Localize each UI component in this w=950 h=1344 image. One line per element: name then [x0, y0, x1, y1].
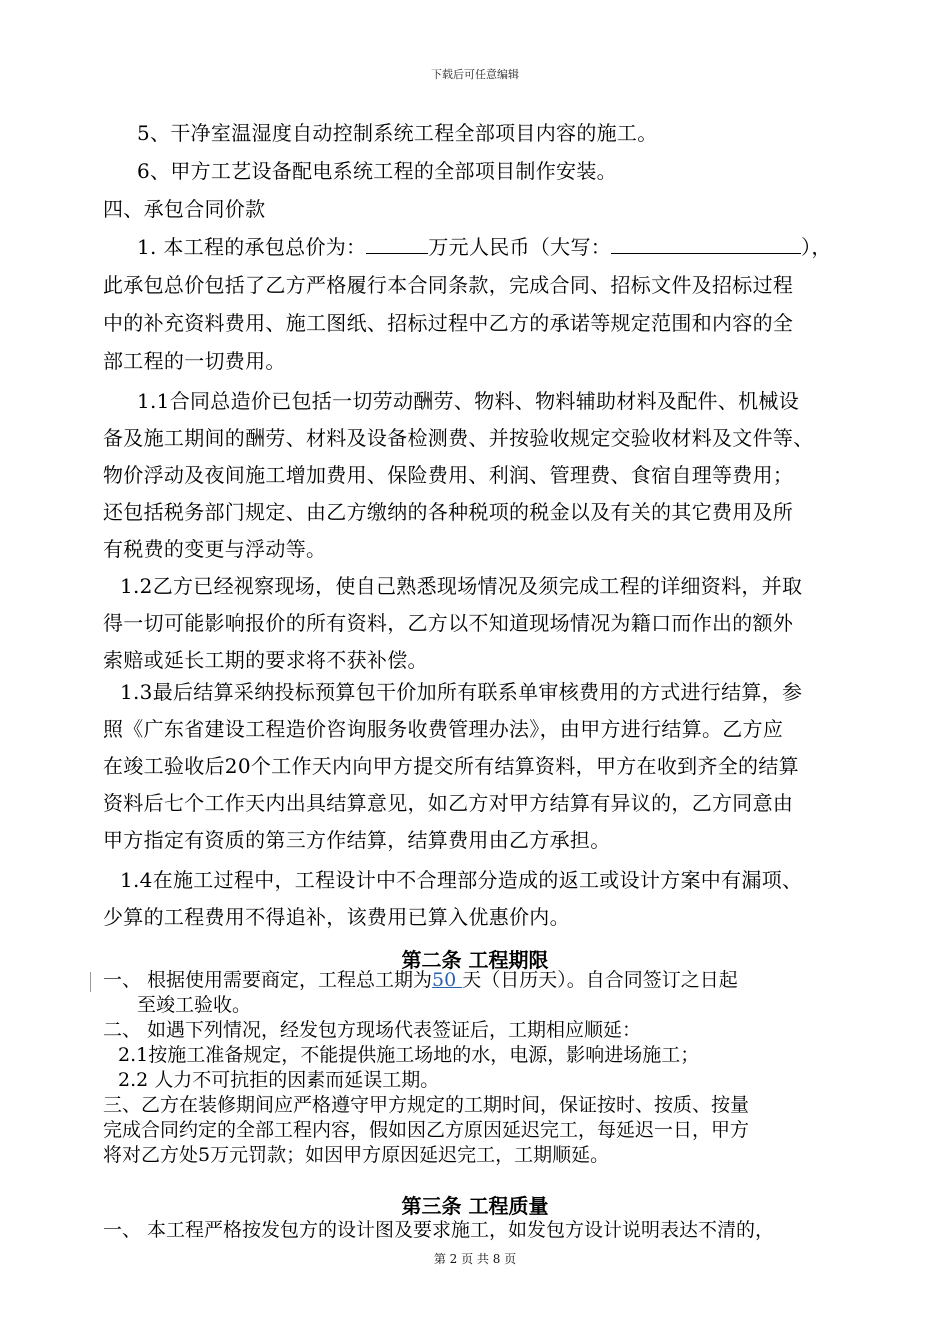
line-7: 部工程的一切费用。	[103, 349, 286, 373]
line-22: 少算的工程费用不得追补，该费用已算入优惠价内。	[103, 905, 570, 929]
article-2-item-3-line-1: 三、乙方在装修期间应严格遵守甲方规定的工期时间，保证按时、按质、按量	[103, 1094, 750, 1116]
total-price-line	[137, 229, 890, 266]
page-header: 下载后可任意编辑	[431, 68, 519, 81]
article-2-item-1-text: 一、 根据使用需要商定，工程总工期为	[103, 969, 433, 991]
revision-marker	[90, 972, 91, 992]
article-2-item-1-tail: 天（日历天）。自合同签订之日起	[462, 969, 738, 991]
total-price-label: 1. 本工程的承包总价为：	[137, 235, 367, 259]
section-heading-price: 四、承包合同价款	[103, 197, 266, 221]
line-12: 有税费的变更与浮动等。	[103, 537, 327, 561]
line-11: 还包括税务部门规定、由乙方缴纳的各种税项的税金以及有关的其它费用及所	[103, 500, 794, 524]
construction-days-value: 50	[432, 969, 463, 991]
article-2-item-2-2: 2.2 人力不可抗拒的因素而延误工期。	[118, 1069, 440, 1091]
article-2-item-1	[103, 968, 890, 993]
amount-blank	[366, 231, 428, 254]
article-3-item-1: 一、 本工程严格按发包方的设计图及要求施工，如发包方设计说明表达不清的，	[103, 1219, 775, 1241]
amount-words-blank	[611, 231, 801, 254]
line-14: 得一切可能影响报价的所有资料，乙方以不知道现场情况为籍口而作出的额外	[103, 611, 794, 635]
line-13: 1.2乙方已经视察现场，使自己熟悉现场情况及须完成工程的详细资料，并取	[120, 574, 803, 598]
line-1: 5、干净室温湿度自动控制系统工程全部项目内容的施工。	[137, 121, 658, 145]
total-price-close: ），	[801, 235, 832, 259]
article-2-title: 第二条 工程期限	[401, 948, 549, 972]
line-15: 索赔或延长工期的要求将不获补偿。	[103, 648, 428, 672]
article-2-item-2-1: 2.1按施工准备规定，不能提供施工场地的水，电源，影响进场施工；	[118, 1044, 700, 1066]
line-19: 资料后七个工作天内出具结算意见，如乙方对甲方结算有异议的，乙方同意由	[103, 791, 794, 815]
article-2-item-1-cont: 至竣工验收。	[137, 994, 252, 1016]
line-18: 在竣工验收后20个工作天内向甲方提交所有结算资料，甲方在收到齐全的结算	[103, 754, 799, 778]
line-9: 备及施工期间的酬劳、材料及设备检测费、并按验收规定交验收材料及文件等、	[103, 426, 814, 450]
line-5: 此承包总价包括了乙方严格履行本合同条款，完成合同、招标文件及招标过程	[103, 273, 794, 297]
article-2-item-2: 二、 如遇下列情况，经发包方现场代表签证后，工期相应顺延：	[103, 1019, 642, 1041]
line-8: 1.1合同总造价已包括一切劳动酬劳、物料、物料辅助材料及配件、机械设	[137, 389, 800, 413]
page-footer: 第 2 页 共 8 页	[433, 1252, 517, 1266]
line-2: 6、甲方工艺设备配电系统工程的全部项目制作安装。	[137, 159, 617, 183]
line-16: 1.3最后结算采纳投标预算包干价加所有联系单审核费用的方式进行结算，参	[120, 680, 803, 704]
article-2-item-3-line-3: 将对乙方处5万元罚款；如因甲方原因延迟完工，工期顺延。	[103, 1144, 610, 1166]
line-21: 1.4在施工过程中，工程设计中不合理部分造成的返工或设计方案中有漏项、	[120, 868, 803, 892]
line-17: 照《广东省建设工程造价咨询服务收费管理办法》，由甲方进行结算。乙方应	[103, 717, 784, 741]
line-6: 中的补充资料费用、施工图纸、招标过程中乙方的承诺等规定范围和内容的全	[103, 311, 794, 335]
currency-label: 万元人民币（大写：	[428, 235, 612, 259]
line-10: 物价浮动及夜间施工增加费用、保险费用、利润、管理费、食宿自理等费用；	[103, 463, 794, 487]
article-3-title: 第三条 工程质量	[401, 1194, 549, 1218]
article-2-item-3-line-2: 完成合同约定的全部工程内容，假如因乙方原因延迟完工，每延迟一日，甲方	[103, 1119, 750, 1141]
line-20: 甲方指定有资质的第三方作结算，结算费用由乙方承担。	[103, 828, 611, 852]
